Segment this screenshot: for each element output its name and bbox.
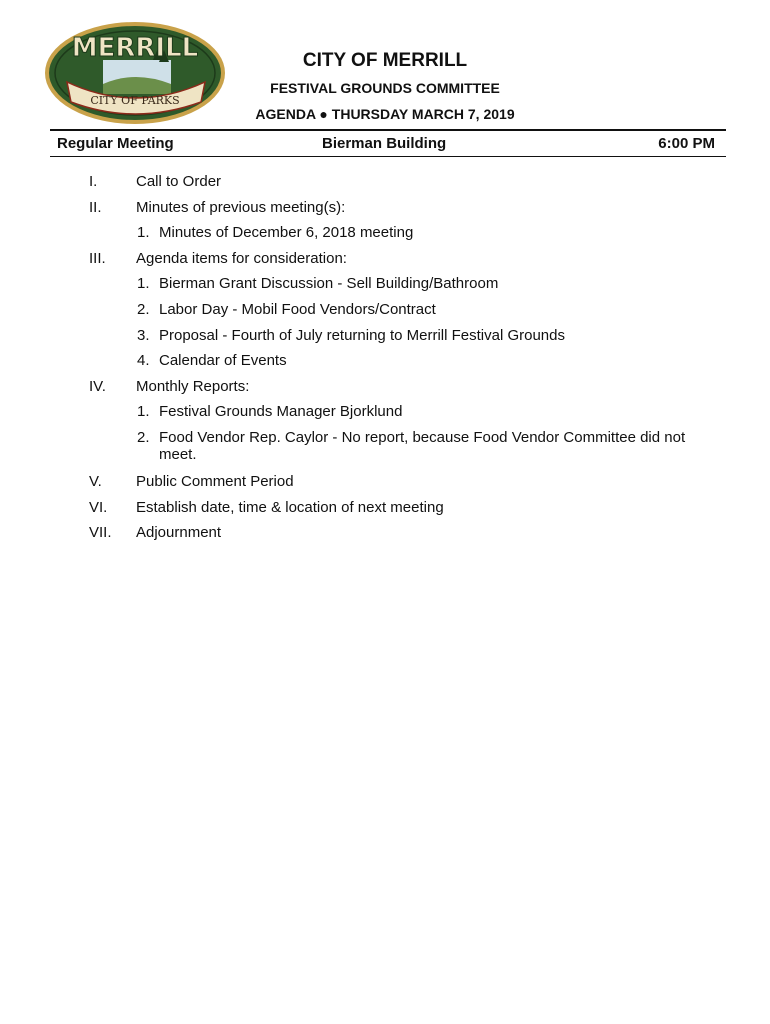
agenda-item [0,196,770,222]
header-divider-bottom [50,156,726,157]
agenda-subitem-text: Bierman Grant Discussion - Sell Building/Bathroom [159,275,499,293]
page-title: CITY OF MERRILL [302,50,468,71]
agenda-subitem-text: Calendar of Events [159,352,287,370]
agenda-subitem-number: 1. [137,403,150,421]
agenda-subitem-text: Food Vendor Rep. Caylor - No report, because Food Vendor Committee did not meet. [159,428,686,463]
agenda-item-number: III. [89,249,106,267]
agenda-item [0,521,770,547]
agenda-subitem [0,426,770,470]
agenda-subitem [0,272,770,298]
agenda-subitem-number: 2. [137,300,150,318]
agenda-item [0,375,770,401]
agenda-item-text: Public Comment Period [136,472,294,490]
agenda-item-text: Adjournment [136,524,222,542]
agenda-item-number: IV. [89,377,106,395]
agenda-item-number: I. [89,173,98,190]
agenda-item-number: V. [89,472,102,490]
agenda-item [0,496,770,522]
logo-banner-text: CITY OF PARKS [90,94,180,107]
agenda-item-text: Call to Order [136,173,222,190]
agenda-subitem-text: Minutes of December 6, 2018 meeting [159,224,414,242]
agenda-subitem-number: 2. [137,428,150,446]
agenda-item-number: VII. [89,524,112,542]
agenda-subitem-number: 1. [137,275,150,293]
meeting-time: 6:00 PM [658,135,715,152]
committee-name: FESTIVAL GROUNDS COMMITTEE [270,80,500,96]
agenda-subitem-text: Labor Day - Mobil Food Vendors/Contract [159,300,436,318]
header-divider-top [50,129,726,131]
agenda-date-line: AGENDA ● THURSDAY MARCH 7, 2019 [255,106,515,122]
agenda-subitem [0,349,770,375]
agenda-item-text: Minutes of previous meeting(s): [136,198,346,216]
meeting-location: Bierman Building [322,135,447,152]
agenda-subitem [0,400,770,426]
agenda-subitem-text: Festival Grounds Manager Bjorklund [159,403,403,421]
agenda-item-text: Agenda items for consideration: [136,249,347,267]
agenda-subitem-number: 3. [137,326,150,344]
agenda-item [0,470,770,496]
agenda-item-text: Establish date, time & location of next meeting [136,498,444,516]
agenda-subitem-number: 4. [137,352,150,370]
agenda-subitem [0,324,770,350]
city-of-merrill-logo [45,22,225,124]
agenda-item-number: VI. [89,498,108,516]
agenda-item [0,170,770,196]
agenda-subitem [0,298,770,324]
agenda-list [0,170,770,547]
logo-city-word: MERRILL [71,33,199,63]
meeting-type: Regular Meeting [57,135,174,152]
agenda-item [0,247,770,273]
agenda-subitem [0,221,770,247]
agenda-subitem-text: Proposal - Fourth of July returning to Merrill Festival Grounds [159,326,565,344]
agenda-item-number: II. [89,198,102,216]
agenda-item-text: Monthly Reports: [136,377,250,395]
agenda-subitem-number: 1. [137,224,150,242]
